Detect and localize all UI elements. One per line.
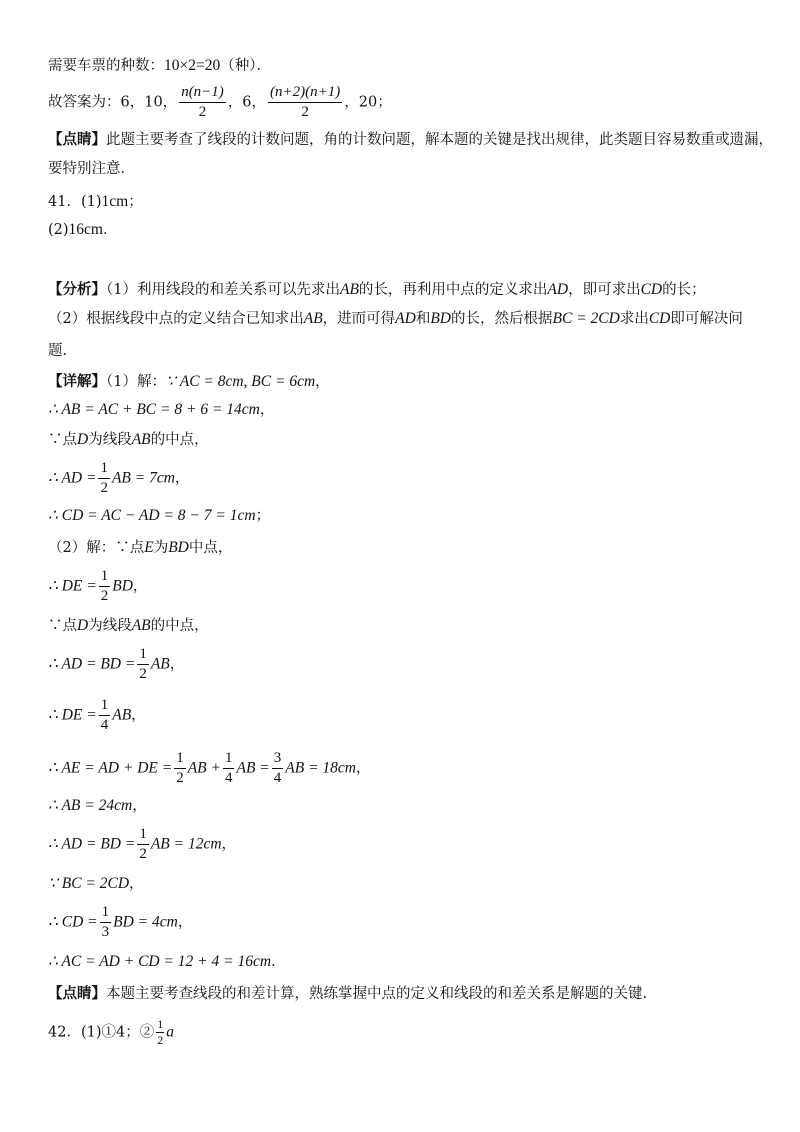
bracket: 【 bbox=[48, 131, 63, 148]
text: 的长； bbox=[662, 282, 706, 298]
denominator: 4 bbox=[224, 770, 233, 786]
solution-line bbox=[48, 697, 146, 734]
comment-line bbox=[48, 984, 647, 1004]
solution-line bbox=[48, 750, 370, 787]
text: 的中点， bbox=[150, 432, 209, 448]
math-expression: AB bbox=[303, 310, 323, 327]
numerator: n(n−1) bbox=[179, 84, 226, 103]
math-expression: ∵ AC = 8cm, BC = 6cm bbox=[165, 373, 316, 390]
solution-line bbox=[48, 460, 189, 497]
math-expression: AB = 18cm bbox=[285, 759, 356, 777]
section-label: 点睛 bbox=[62, 985, 92, 1002]
math-expression: ∴ AC = AD + CD = 12 + 4 = 16cm bbox=[48, 953, 272, 970]
math-expression: ∴ CD = AC − AD = 8 − 7 = 1cm bbox=[48, 507, 256, 524]
math-expression: ∴ AD = BD = bbox=[48, 655, 136, 673]
section-label: 分析 bbox=[62, 281, 92, 298]
text: 求出 bbox=[619, 311, 649, 327]
text: 的长，再利用中点的定义求出 bbox=[358, 282, 548, 298]
fraction bbox=[100, 904, 112, 941]
numerator: 1 bbox=[98, 460, 110, 479]
math-expression: AD bbox=[395, 310, 416, 327]
denominator: 3 bbox=[101, 924, 110, 940]
denominator: 2 bbox=[157, 1033, 164, 1047]
math-expression: ∴ DE = bbox=[48, 577, 97, 595]
numerator: 1 bbox=[174, 750, 186, 769]
fraction bbox=[137, 826, 149, 863]
text: 的长，然后根据 bbox=[451, 311, 553, 327]
bracket: 】 bbox=[91, 131, 106, 148]
denominator: 2 bbox=[100, 588, 109, 604]
text: ，进而可得 bbox=[322, 311, 396, 327]
text: ， bbox=[131, 707, 146, 724]
text: ， bbox=[132, 798, 147, 814]
solution-line bbox=[48, 506, 270, 526]
math-expression: AB = 12cm bbox=[150, 835, 222, 853]
math-expression: AD bbox=[547, 281, 569, 298]
text: ， bbox=[259, 402, 275, 418]
solution-line bbox=[48, 400, 274, 420]
bracket: 】 bbox=[91, 281, 106, 298]
text: 42．(1)①4；② bbox=[48, 1024, 155, 1041]
solution-line bbox=[48, 616, 209, 636]
denominator: 4 bbox=[273, 770, 282, 786]
text: 要特别注意． bbox=[48, 161, 135, 177]
text: (2) bbox=[48, 222, 69, 238]
solution-line bbox=[48, 874, 144, 894]
solution-line bbox=[48, 646, 184, 683]
text: 为 bbox=[153, 540, 169, 556]
text: （1）利用线段的和差关系可以先求出 bbox=[106, 282, 340, 298]
text: 此题主要考查了线段的计数问题，角的计数问题，解本题的关键是找出规律，此类题目容易数重或遗漏， bbox=[106, 132, 773, 148]
text: 为线段 bbox=[88, 618, 132, 634]
solution-line bbox=[48, 796, 147, 816]
bracket: 【 bbox=[48, 373, 63, 390]
analysis-line bbox=[48, 341, 67, 361]
math-expression: AB bbox=[339, 281, 359, 298]
numerator: 1 bbox=[99, 568, 111, 587]
text: ∵点 bbox=[48, 432, 77, 448]
math-expression: CD bbox=[640, 281, 663, 298]
bracket: 【 bbox=[48, 985, 63, 1002]
fraction bbox=[137, 646, 149, 683]
math-expression: BD bbox=[168, 539, 189, 556]
math-expression: 10×2=20 bbox=[164, 57, 221, 74]
text: 41．(1) bbox=[48, 194, 102, 210]
text: ， bbox=[177, 914, 193, 931]
question-number-line bbox=[48, 1018, 174, 1047]
text: ， bbox=[169, 656, 185, 673]
denominator: 2 bbox=[100, 480, 108, 496]
question-number-line bbox=[48, 192, 143, 212]
fraction bbox=[223, 750, 235, 787]
text: 为线段 bbox=[88, 432, 132, 448]
denominator: 2 bbox=[139, 846, 147, 862]
math-expression: AB = bbox=[236, 759, 270, 777]
analysis-line bbox=[48, 280, 706, 300]
math-expression: ∴ AD = bbox=[48, 469, 97, 487]
text: ， bbox=[129, 876, 144, 892]
math-expression: CD bbox=[648, 310, 671, 327]
solution-line bbox=[48, 538, 232, 558]
solution-line bbox=[48, 372, 330, 392]
solution-line bbox=[48, 826, 236, 863]
text-line bbox=[48, 56, 271, 76]
math-expression: BD = 4cm bbox=[113, 913, 178, 931]
numerator: 1 bbox=[223, 750, 235, 769]
numerator: 1 bbox=[100, 904, 112, 923]
math-expression: ∴ AB = AC + BC = 8 + 6 = 14cm bbox=[48, 401, 260, 418]
math-expression: ∴ AE = AD + DE = bbox=[48, 759, 173, 777]
math-expression: BD bbox=[430, 310, 452, 327]
text: ， bbox=[132, 578, 148, 595]
section-label: 点睛 bbox=[62, 131, 92, 148]
text: ， bbox=[174, 470, 190, 487]
fraction bbox=[99, 568, 111, 605]
math-expression: ∴ DE = bbox=[48, 706, 97, 724]
text: （2）解： bbox=[48, 540, 116, 556]
solution-line bbox=[48, 568, 147, 605]
text: （2）根据线段中点的定义结合已知求出 bbox=[48, 311, 304, 327]
text: ， bbox=[315, 374, 330, 390]
text: 需要车票的种数： bbox=[48, 58, 164, 74]
text: ，即可求出 bbox=[568, 282, 641, 298]
math-expression: ∴ AB = 24cm bbox=[48, 797, 133, 814]
bracket: 】 bbox=[91, 985, 106, 1002]
math-expression: D bbox=[77, 431, 89, 448]
solution-line bbox=[48, 904, 192, 941]
text: 的中点， bbox=[150, 618, 209, 634]
math-expression: BD bbox=[112, 577, 133, 595]
text: 即可解决问 bbox=[670, 311, 743, 327]
solution-line bbox=[48, 430, 209, 450]
math-expression: D bbox=[77, 617, 89, 634]
text: 中点， bbox=[188, 540, 233, 556]
text: ． bbox=[271, 954, 286, 970]
answer-line bbox=[48, 220, 117, 240]
analysis-line bbox=[48, 309, 743, 329]
denominator: 2 bbox=[301, 104, 309, 120]
denominator: 2 bbox=[198, 104, 207, 120]
denominator: 2 bbox=[139, 666, 147, 682]
text: 本题主要考查线段的和差计算，熟练掌握中点的定义和线段的和差关系是解题的关键. bbox=[106, 986, 648, 1002]
fraction bbox=[174, 750, 186, 787]
text: （1）解： bbox=[106, 374, 166, 390]
text: ； bbox=[255, 508, 271, 524]
text: 故答案为：6，10， bbox=[48, 94, 178, 111]
answer-line bbox=[48, 84, 392, 121]
fraction bbox=[98, 460, 110, 497]
text: ， bbox=[221, 836, 237, 853]
text: 题. bbox=[48, 343, 68, 359]
text: ，6， bbox=[227, 94, 267, 111]
math-expression: BC = 2CD bbox=[552, 310, 620, 327]
denominator: 4 bbox=[100, 717, 109, 733]
text: ． bbox=[102, 222, 118, 238]
numerator: (n+2)(n+1) bbox=[268, 84, 342, 103]
text: ， bbox=[355, 760, 371, 777]
text: ； bbox=[128, 194, 143, 210]
comment-line bbox=[48, 159, 135, 179]
text: ∵点 bbox=[48, 618, 77, 634]
text: （种）． bbox=[220, 58, 271, 74]
math-expression: AB bbox=[150, 655, 170, 673]
math-expression: AB + bbox=[187, 759, 221, 777]
fraction bbox=[99, 697, 111, 734]
fraction bbox=[179, 84, 226, 121]
math-expression: ∵ BC = 2CD bbox=[48, 875, 130, 892]
numerator: 3 bbox=[272, 750, 284, 769]
bracket: 【 bbox=[48, 281, 63, 298]
math-expression: AB bbox=[131, 431, 151, 448]
solution-line bbox=[48, 952, 286, 972]
math-expression: AB = 7cm bbox=[111, 469, 175, 487]
numerator: 1 bbox=[99, 697, 111, 716]
section-label: 详解 bbox=[62, 373, 92, 390]
fraction bbox=[268, 84, 342, 121]
numerator: 1 bbox=[157, 1017, 164, 1031]
numerator: 1 bbox=[137, 826, 149, 845]
text: 和 bbox=[415, 311, 431, 327]
denominator: 2 bbox=[176, 770, 184, 786]
fraction bbox=[156, 1018, 164, 1047]
math-expression: 1cm bbox=[101, 193, 129, 210]
math-expression: AB bbox=[112, 706, 132, 724]
text: ∵点 bbox=[115, 540, 145, 556]
math-expression: ∴ CD = bbox=[48, 913, 98, 931]
bracket: 】 bbox=[91, 373, 106, 390]
numerator: 1 bbox=[137, 646, 149, 665]
math-expression: E bbox=[144, 539, 154, 556]
fraction bbox=[272, 750, 284, 787]
comment-line bbox=[48, 130, 773, 150]
math-expression: ∴ AD = BD = bbox=[48, 835, 136, 853]
math-expression: 16cm bbox=[68, 221, 103, 238]
math-expression: AB bbox=[131, 617, 151, 634]
math-expression: a bbox=[166, 1023, 174, 1041]
text: ，20； bbox=[344, 94, 392, 111]
